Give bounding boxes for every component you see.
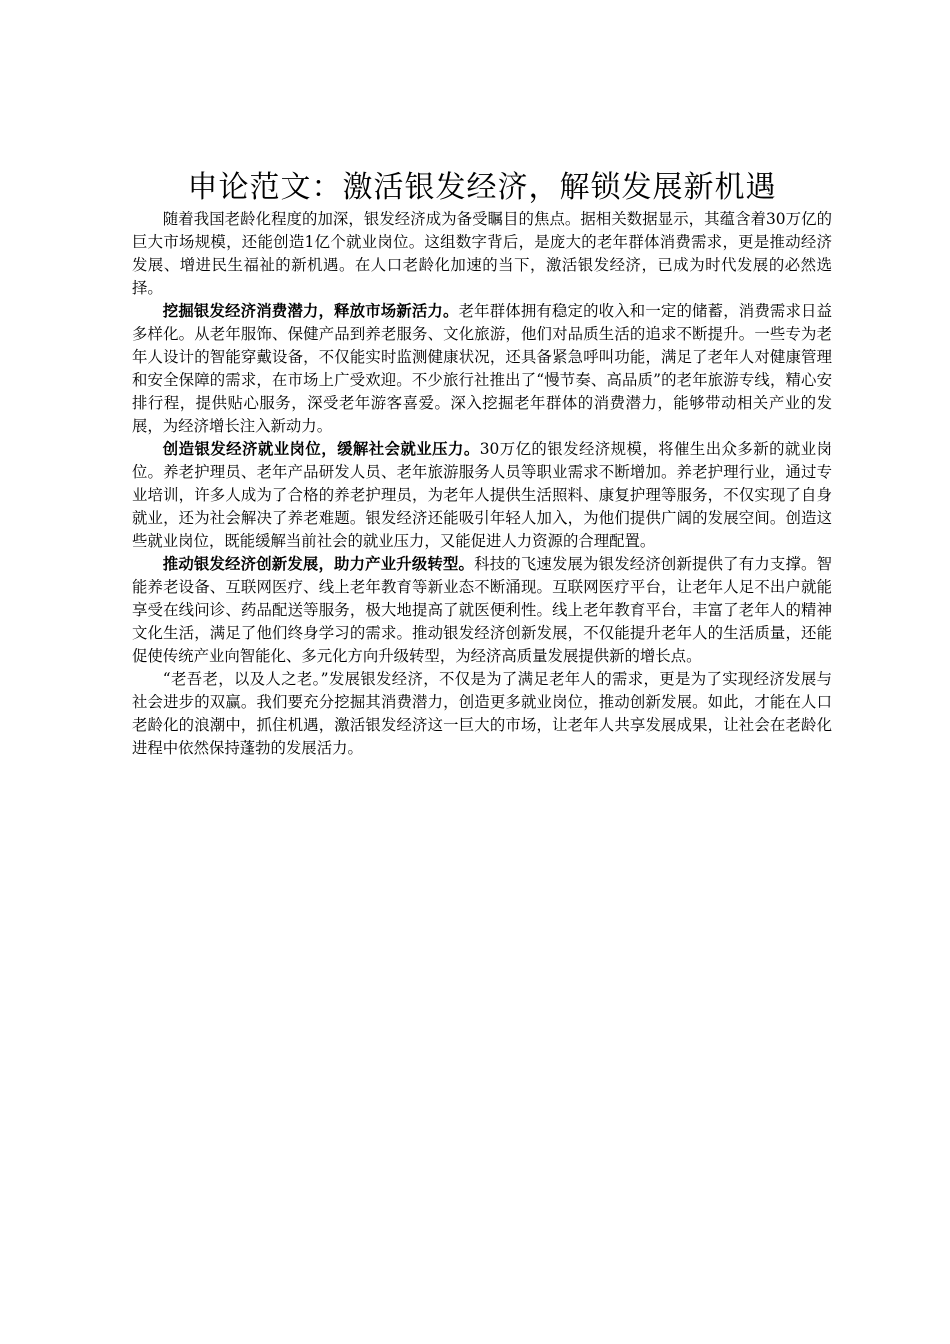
paragraph-innovation [132,553,832,668]
paragraph-lead: 挖掘银发经济消费潜力，释放市场新活力。 [162,302,459,320]
paragraph-text: 科技的飞速发展为银发经济创新提供了有力支撑。智能养老设备、互联网医疗、线上老年教育等新业态不断涌现。互联网医疗平台，让老年人足不出户就能享受在线问诊、药品配送等服务，极大地提高了就医便利性。线上老年教育平台，丰富了老年人的精神文化生活，满足了他们终身学习的需求。推动银发经济创新发展，不仅能提升老年人的生活质量，还能促使传统产业向智能化、多元化方向升级转型，为经济高质量发展提供新的增长点。 [132,555,832,665]
paragraph-text: 老年群体拥有稳定的收入和一定的储蓄，消费需求日益多样化。从老年服饰、保健产品到养老服务、文化旅游，他们对品质生活的追求不断提升。一些专为老年人设计的智能穿戴设备，不仅能实时监测健康状况，还具备紧急呼叫功能，满足了老年人对健康管理和安全保障的需求，在市场上广受欢迎。不少旅行社推出了“慢节奏、高品质”的老年旅游专线，精心安排行程，提供贴心服务，深受老年游客喜爱。深入挖掘老年群体的消费潜力，能够带动相关产业的发展，为经济增长注入新动力。 [132,302,832,435]
paragraph-text: “老吾老，以及人之老。”发展银发经济，不仅是为了满足老年人的需求，更是为了实现经济发展与社会进步的双赢。我们要充分挖掘其消费潜力，创造更多就业岗位，推动创新发展。如此，才能在人口老龄化的浪潮中，抓住机遇，激活银发经济这一巨大的市场，让老年人共享发展成果，让社会在老龄化进程中依然保持蓬勃的发展活力。 [132,670,832,757]
paragraph-intro [132,208,832,300]
paragraph-lead: 推动银发经济创新发展，助力产业升级转型。 [162,555,475,573]
paragraph-text: 30万亿的银发经济规模，将催生出众多新的就业岗位。养老护理员、老年产品研发人员、老年旅游服务人员等职业需求不断增加。养老护理行业，通过专业培训，许多人成为了合格的养老护理员，为老年人提供生活照料、康复护理等服务，不仅实现了自身就业，还为社会解决了养老难题。银发经济还能吸引年轻人加入，为他们提供广阔的发展空间。创造这些就业岗位，既能缓解当前社会的就业压力，又能促进人力资源的合理配置。 [132,440,832,550]
paragraph-consumption [132,300,832,438]
paragraph-lead: 创造银发经济就业岗位，缓解社会就业压力。 [162,440,480,458]
paragraph-employment [132,438,832,553]
paragraph-conclusion [132,668,832,760]
document-title: 申论范文：激活银发经济，解锁发展新机遇 [187,170,777,205]
document-page [132,168,832,760]
paragraph-text: 随着我国老龄化程度的加深，银发经济成为备受瞩目的焦点。据相关数据显示，其蕴含着30万亿的巨大市场规模，还能创造1亿个就业岗位。这组数字背后，是庞大的老年群体消费需求，更是推动经济发展、增进民生福祉的新机遇。在人口老龄化加速的当下，激活银发经济，已成为时代发展的必然选择。 [132,210,832,297]
